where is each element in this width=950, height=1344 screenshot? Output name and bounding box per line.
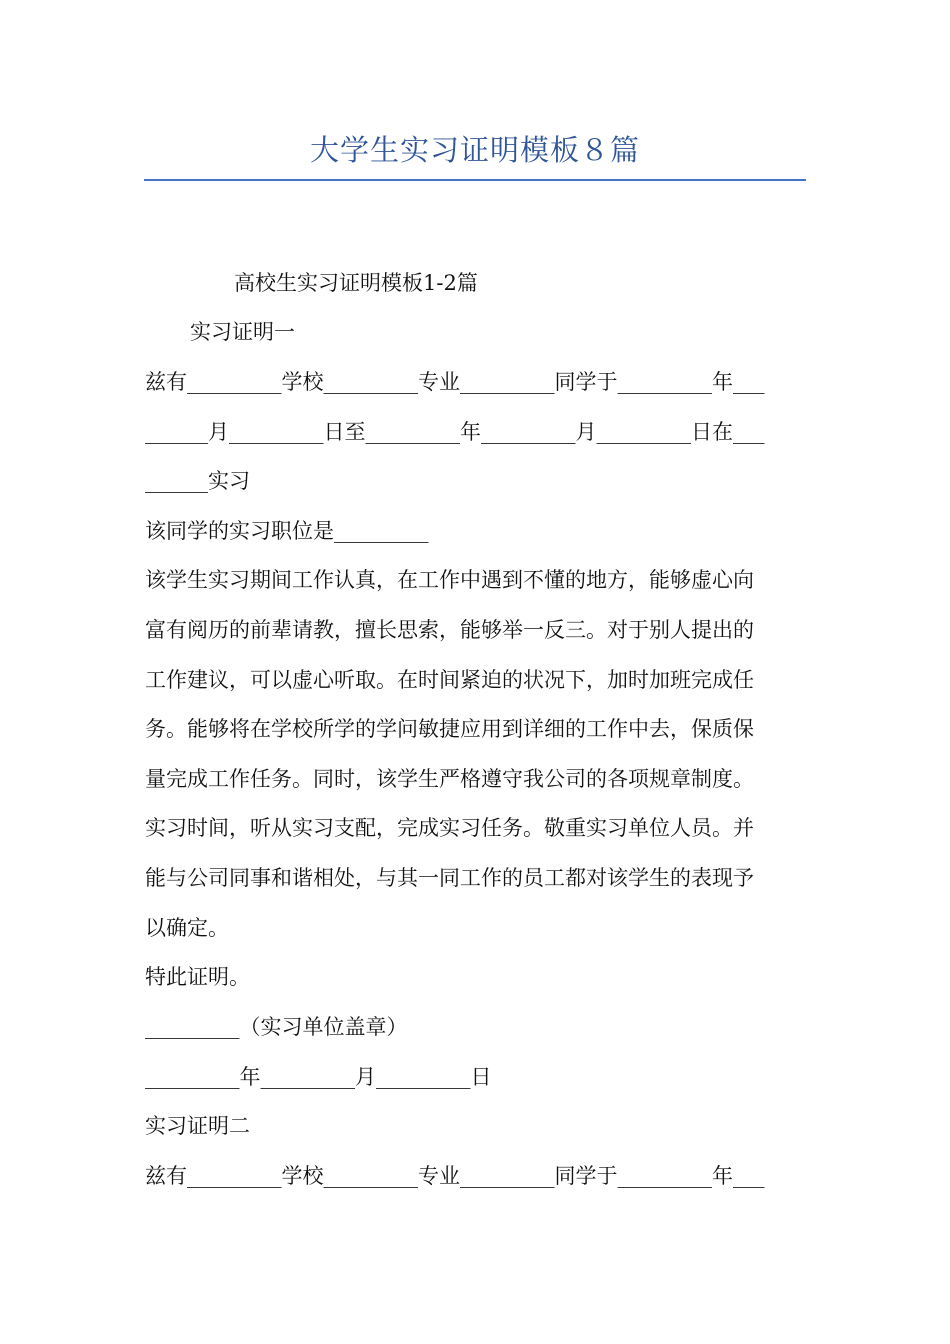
- paragraph-line: 该学生实习期间工作认真，在工作中遇到不懂的地方，能够虚心向: [145, 568, 754, 592]
- certificate-heading-two: 实习证明二: [145, 1114, 250, 1138]
- paragraph-line: 兹有_________学校_________专业_________同学于_________年___: [145, 370, 765, 394]
- paragraph-line: 兹有_________学校_________专业_________同学于_________年___: [145, 1164, 765, 1188]
- paragraph-line: 实习时间，听从实习支配，完成实习任务。敬重实习单位人员。并: [145, 816, 754, 840]
- section-heading: 高校生实习证明模板1-2篇: [234, 271, 478, 295]
- paragraph-line: ______月_________日至_________年_________月_________日在___: [145, 420, 765, 444]
- certificate-heading-one: 实习证明一: [190, 320, 295, 344]
- closing-line: 特此证明。: [145, 965, 250, 989]
- paragraph-line: 富有阅历的前辈请教，擅长思索，能够举一反三。对于别人提出的: [145, 618, 754, 642]
- paragraph-line: 量完成工作任务。同时，该学生严格遵守我公司的各项规章制度。: [145, 767, 754, 791]
- seal-line: _________（实习单位盖章）: [145, 1015, 408, 1039]
- title-underline: [144, 179, 806, 181]
- paragraph-line: 能与公司同事和谐相处，与其一同工作的员工都对该学生的表现予: [145, 866, 754, 890]
- paragraph-line: 以确定。: [145, 916, 229, 940]
- paragraph-line: ______实习: [145, 469, 250, 493]
- date-line: _________年_________月_________日: [145, 1065, 492, 1089]
- document-title: 大学生实习证明模板８篇: [309, 133, 640, 167]
- paragraph-line: 务。能够将在学校所学的学问敏捷应用到详细的工作中去，保质保: [145, 717, 754, 741]
- paragraph-line: 该同学的实习职位是_________: [145, 519, 429, 543]
- paragraph-line: 工作建议，可以虚心听取。在时间紧迫的状况下，加时加班完成任: [145, 668, 754, 692]
